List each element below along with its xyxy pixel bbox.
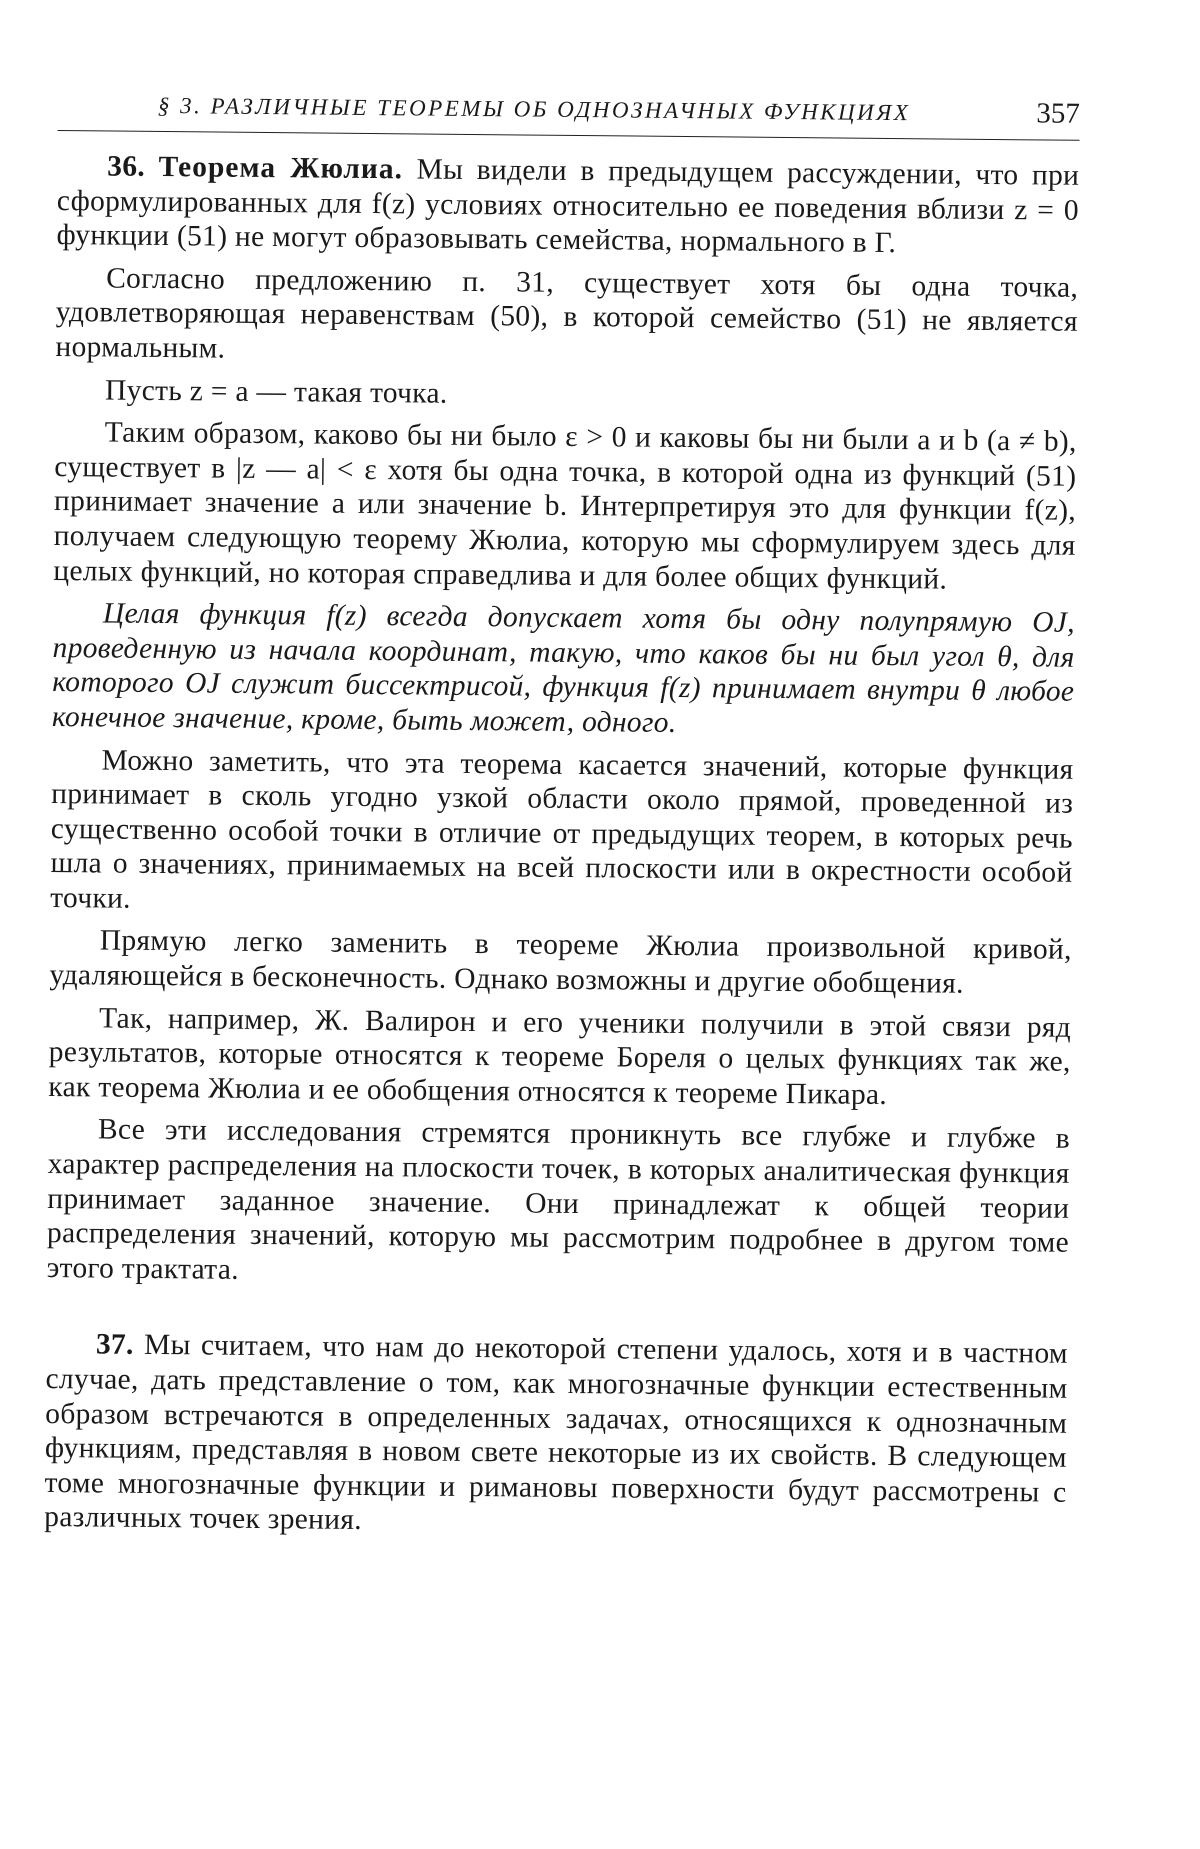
paragraph: Можно заметить, что эта теорема касается значений, которые функция принимает в сколь угодно узкой области около прямой, проведенной из существенно особой точки в отличие от предыдущих теорем, в которых речь шла о значениях, принимаемых на всей плоскости или в окрестности особой точки.: [50, 743, 1074, 915]
book-page: [44, 86, 1080, 1553]
page-number: 357: [1036, 97, 1080, 130]
paragraph: Так, например, Ж. Валирон и его ученики получили в этой связи ряд результатов, которые относятся к теореме Бореля о целых функциях так же, как теорема Жюлиа и ее обобщения относятся к теореме Пикара.: [48, 1002, 1072, 1111]
paragraph: Прямую легко заменить в теореме Жюлиа произвольной кривой, удаляющейся в бесконечность. Однако возможны и другие обобщения.: [49, 924, 1072, 1000]
section-number-37: 37.: [95, 1328, 134, 1362]
running-head: [58, 86, 1080, 141]
paragraph-36-text: Мы видели в предыдущем рассуждении, что при сформулированных для f(z) условиях относительно ее поведения вблизи z = 0 функции (51) не могут образовывать семейства, нормального в Γ.: [56, 153, 1080, 260]
paragraph-36: [56, 149, 1079, 263]
paragraph: Все эти исследования стремятся проникнуть все глубже и глубже в характер распределения на плоскости точек, в которых аналитическая функция принимает заданное значение. Они принадлежат к общей теории распределения значений, которую мы рассмотрим подробнее в другом томе этого трактата.: [46, 1113, 1071, 1286]
section-heading-36: Теорема Жюлиа.: [158, 150, 404, 186]
theorem-statement: Целая функция f(z) всегда допускает хотя бы одну полупрямую OJ, проведенную из начала координат, такую, что каков бы ни был угол θ, для которого OJ служит биссектрисой, функция f(z) принимает внутри θ любое конечное значение, кроме, быть может, одного.: [51, 597, 1076, 739]
paragraph: Согласно предложению п. 31, существует хотя бы одна точка, удовлетворяющая неравенствам (50), в которой семейство (51) не является нормальным.: [55, 262, 1079, 365]
paragraph-37: [44, 1327, 1068, 1544]
paragraph: Пусть z = a — такая точка.: [104, 374, 448, 410]
paragraph: Таким образом, каково бы ни было ε > 0 и каковы бы ни были a и b (a ≠ b), существует в |z — a| < ε хотя бы одна точка, в которой одна из функций (51) принимает значение a или значение b. Интерпретируя это для функции f(z), получаем следующую теорему Жюлиа, которую мы сформулируем здесь для целых функций, но которая справедлива и для более общих функций.: [53, 416, 1077, 596]
paragraph-37-text: Мы считаем, что нам до некоторой степени удалось, хотя и в частном случае, дать представление о том, как многозначные функции естественным образом встречаются в определенных задачах, относящихся к однозначным функциям, представляя в новом свете некоторые из их свойств. В следующем томе многозначные функции и римановы поверхности будут рассмотрены с различных точек зрения.: [44, 1329, 1069, 1537]
section-number-36: 36.: [107, 150, 146, 183]
running-title: § 3. РАЗЛИЧНЫЕ ТЕОРЕМЫ ОБ ОДНОЗНАЧНЫХ ФУНКЦИЯХ: [157, 92, 911, 126]
